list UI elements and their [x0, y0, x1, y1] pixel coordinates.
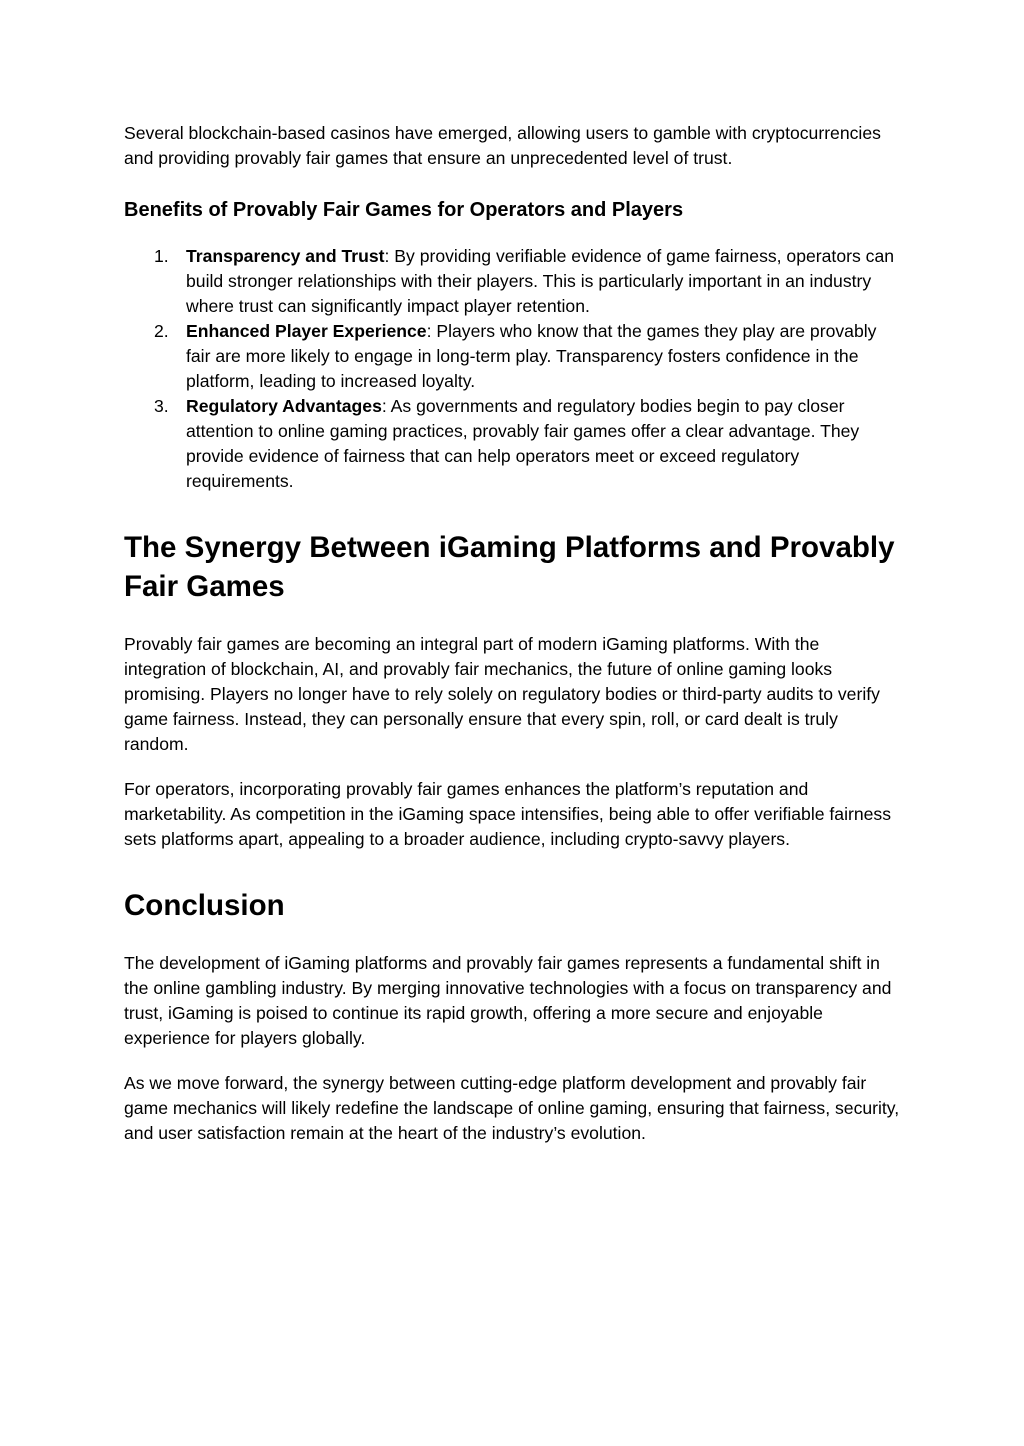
- list-item-title: Transparency and Trust: [186, 246, 385, 266]
- list-item: [124, 244, 904, 319]
- list-item: [124, 394, 904, 494]
- list-item-number: 1.: [154, 246, 169, 266]
- conclusion-paragraph: The development of iGaming platforms and provably fair games represents a fundamental shift in the online gambling industry. By merging innovative technologies with a focus on transparency and trust, iGaming is poised to continue its rapid growth, offering a more secure and enjoyable experience for players globally.: [124, 953, 892, 1048]
- list-item-title: Regulatory Advantages: [186, 396, 382, 416]
- list-item-title: Enhanced Player Experience: [186, 321, 427, 341]
- synergy-paragraph: For operators, incorporating provably fair games enhances the platform’s reputation and marketability. As competition in the iGaming space intensifies, being able to offer verifiable fairness sets platforms apart, appealing to a broader audience, including crypto-savvy players.: [124, 779, 892, 849]
- conclusion-heading: Conclusion: [124, 889, 285, 922]
- synergy-heading: The Synergy Between iGaming Platforms and Provably Fair Games: [124, 531, 895, 603]
- list-item: [124, 319, 904, 394]
- list-item-text: : As governments and regulatory bodies begin to pay closer attention to online gaming practices, provably fair games offer a clear advantage. They provide evidence of fairness that can help operators meet or exceed regulatory requirements.: [186, 396, 860, 491]
- intro-paragraph: Several blockchain-based casinos have emerged, allowing users to gamble with cryptocurrencies and providing provably fair games that ensure an unprecedented level of trust.: [124, 123, 881, 168]
- list-item-number: 3.: [154, 396, 169, 416]
- document-page: [124, 121, 904, 1146]
- list-item-text: : By providing verifiable evidence of game fairness, operators can build stronger relationships with their players. This is particularly important in an industry where trust can significantly impact player retention.: [186, 246, 895, 316]
- conclusion-paragraph: As we move forward, the synergy between cutting-edge platform development and provably fair game mechanics will likely redefine the landscape of online gaming, ensuring that fairness, security, and user satisfaction remain at the heart of the industry’s evolution.: [124, 1073, 900, 1143]
- list-item-number: 2.: [154, 321, 169, 341]
- list-item-text: : Players who know that the games they play are provably fair are more likely to engage in long-term play. Transparency fosters confidence in the platform, leading to increased loyalty.: [186, 321, 877, 391]
- benefits-heading: Benefits of Provably Fair Games for Operators and Players: [124, 199, 684, 221]
- benefits-list: [124, 244, 904, 494]
- synergy-paragraph: Provably fair games are becoming an integral part of modern iGaming platforms. With the integration of blockchain, AI, and provably fair mechanics, the future of online gaming looks promising. Players no longer have to rely solely on regulatory bodies or third-party audits to verify game fairness. Instead, they can personally ensure that every spin, roll, or card dealt is truly random.: [124, 634, 880, 754]
